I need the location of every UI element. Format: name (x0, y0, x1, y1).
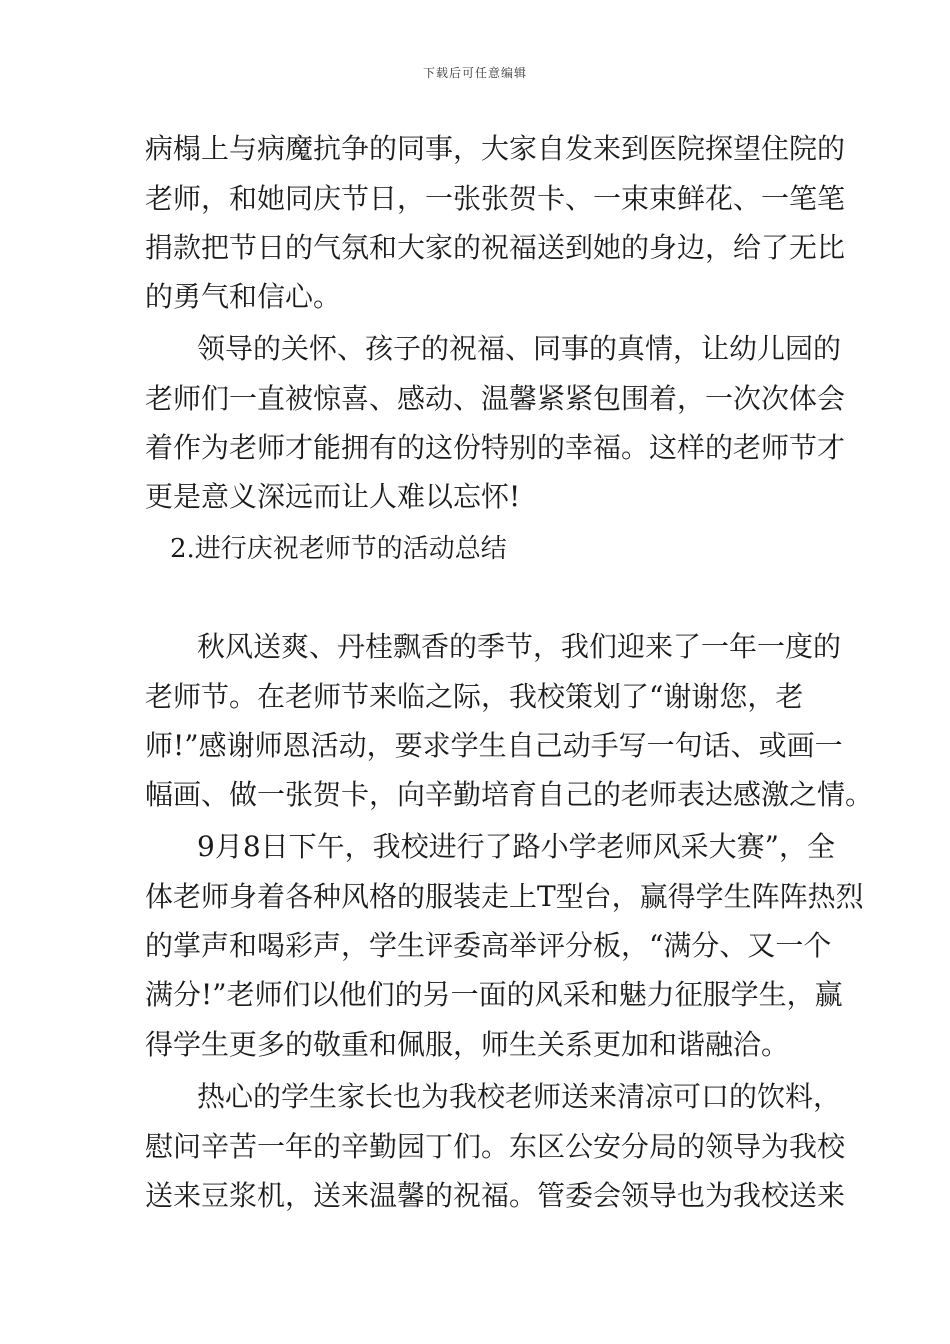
text-line: 满分!”老师们以他们的另一面的风采和魅力征服学生，赢 (145, 978, 843, 1011)
section-heading: 2.进行庆祝老师节的活动总结 (170, 534, 507, 564)
paragraph-first-line: 热心的学生家长也为我校老师送来清凉可口的饮料， (197, 1080, 842, 1113)
text-line: 的勇气和信心。 (145, 280, 342, 313)
paragraph-first-line: 领导的关怀、孩子的祝福、同事的真情，让幼儿园的 (197, 332, 842, 365)
page-header: 下载后可任意编辑 (422, 66, 527, 80)
text-line: 送来豆浆机，送来温馨的祝福。管委会领导也为我校送来 (145, 1179, 846, 1212)
text-line: 慰问辛苦一年的辛勤园丁们。东区公安分局的领导为我校 (145, 1130, 846, 1163)
text-line: 老师节。在老师节来临之际，我校策划了“谢谢您，老 (145, 680, 804, 713)
text-line: 病榻上与病魔抗争的同事，大家自发来到医院探望住院的 (145, 132, 846, 165)
text-line: 的掌声和喝彩声，学生评委高举评分板，“满分、又一个 (145, 929, 832, 962)
text-line: 更是意义深远而让人难以忘怀! (145, 480, 521, 513)
text-line: 师!”感谢师恩活动，要求学生自己动手写一句话、或画一 (145, 729, 843, 762)
text-line: 幅画、做一张贺卡，向辛勤培育自己的老师表达感激之情。 (145, 778, 874, 811)
text-line: 老师们一直被惊喜、感动、温馨紧紧包围着，一次次体会 (145, 382, 846, 415)
text-line: 着作为老师才能拥有的这份特别的幸福。这样的老师节才 (145, 431, 846, 464)
text-line: 老师，和她同庆节日，一张张贺卡、一束束鲜花、一笔笔 (145, 182, 846, 215)
text-line: 捐款把节日的气氛和大家的祝福送到她的身边，给了无比 (145, 231, 846, 264)
paragraph-first-line: 9月8日下午，我校进行了路小学老师风采大赛”，全 (197, 830, 835, 863)
paragraph-first-line: 秋风送爽、丹桂飘香的季节，我们迎来了一年一度的 (197, 630, 842, 663)
text-line: 体老师身着各种风格的服装走上T型台，赢得学生阵阵热烈 (145, 880, 864, 913)
text-line: 得学生更多的敬重和佩服，师生关系更加和谐融洽。 (145, 1028, 790, 1061)
